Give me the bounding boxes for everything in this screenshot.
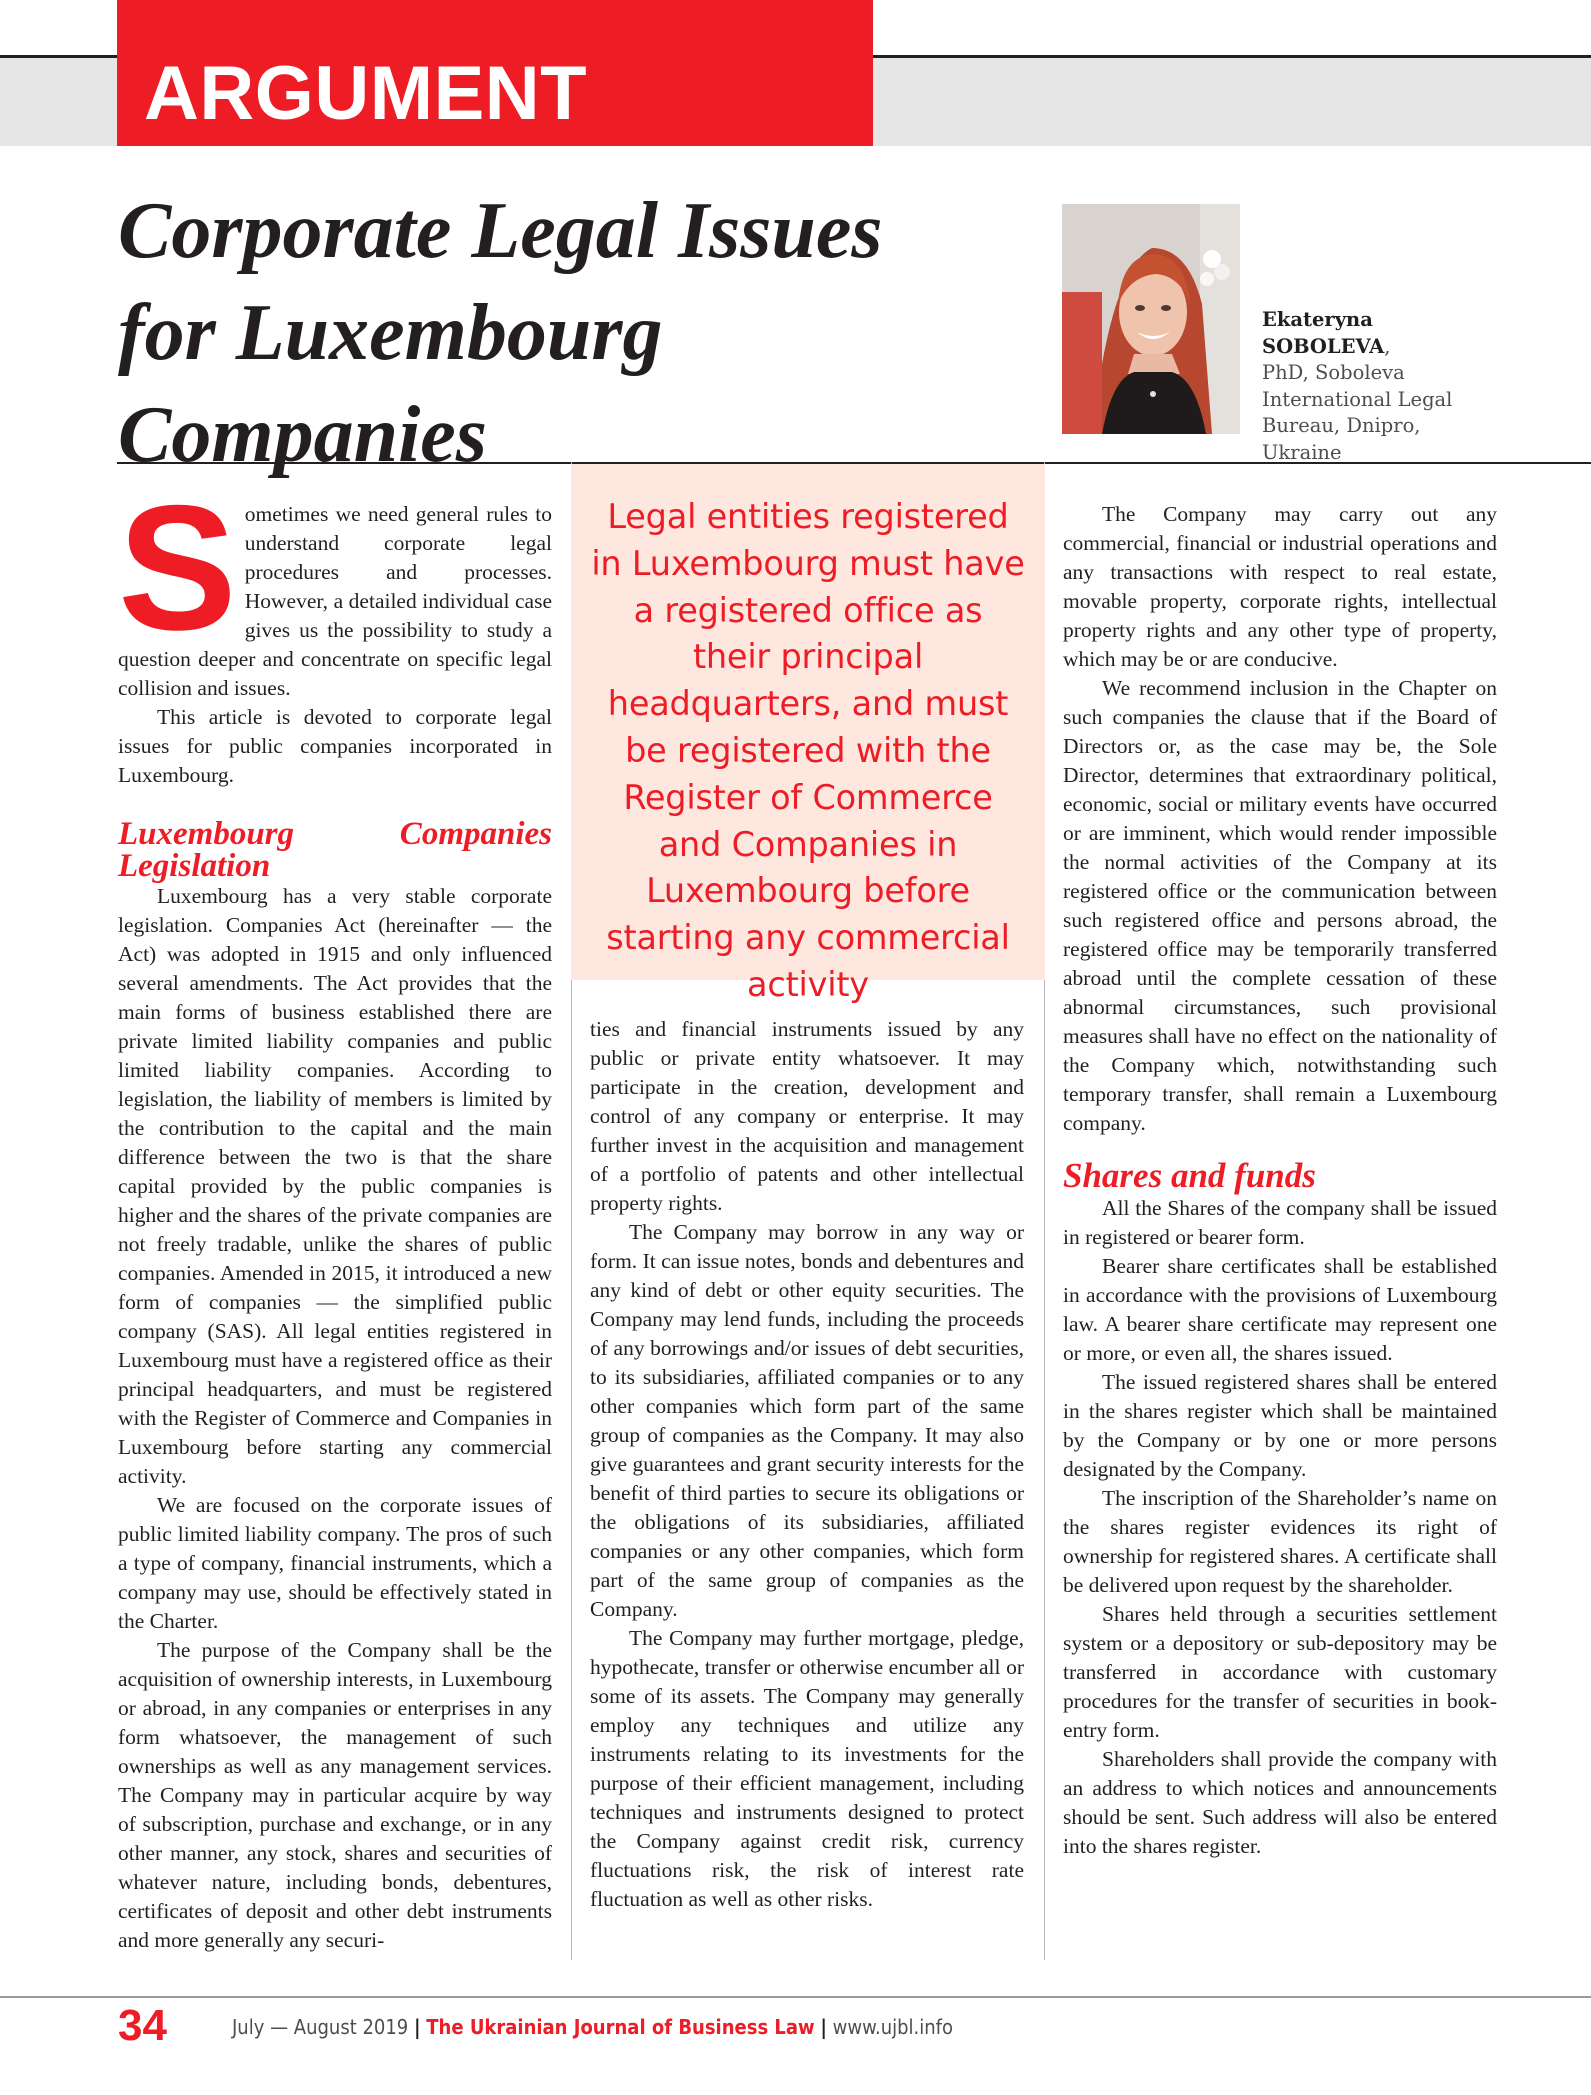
page-number: 34 (118, 2001, 167, 2050)
author-byline (1262, 307, 1492, 466)
footer-credit (232, 2014, 953, 2040)
title-line-2: for Luxembourg (118, 289, 663, 377)
section-heading-shares: Shares and funds (1063, 1156, 1316, 1195)
author-photo (1062, 204, 1240, 434)
paragraph: The Company may further mortgage, pledge, hypothecate, transfer or otherwise encumber all or some of its assets. The Company may generally employ any techniques and utilize any instruments relating to its investments for the purpose of their efficient management, including techniques and instruments designed to protect the Company against credit risk, currency fluctuations risk, the risk of interest rate fluctuation as well as other risks. (590, 1626, 1024, 1911)
article-column-1 (118, 468, 552, 1955)
intro-text: ometimes we need general rules to understand corporate legal procedures and processes. However, a detailed individual case gives us the possibility to study a question deeper and concentrate on specific legal collision and issues. (118, 502, 552, 700)
author-portrait-illustration (1062, 204, 1240, 434)
section-heading-legislation: Luxembourg Companies Legislation (118, 816, 552, 884)
section-label: ARGUMENT (144, 51, 588, 136)
paragraph: Luxembourg has a very stable corporate legislation. Companies Act (hereinafter — the Act) was adopted in 1915 and only influenced several amendments. The Act provides that the main forms of business established there are private limited liability companies and public limited liability companies. According to legislation, the liability of members is limited by the contribution to the capital and the main difference between the two is that the share capital provided by the public companies is higher and the shares of the private companies are not freely tradable, unlike the shares of public companies. Amended in 2015, it introduced a new form of companies — the simplified public company (SAS). All legal entities registered in Luxembourg must have a registered office as their principal headquarters, and must be registered with the Register of Commerce and Companies in Luxembourg before starting any commercial activity. (118, 884, 552, 1488)
article-column-3 (1063, 500, 1497, 1861)
pull-quote: Legal entities registered in Luxembourg must have a registered office as their principal headquarters, and must be registered with the Register of Commerce and Companies in Luxembourg before starting any commercial activity (571, 464, 1045, 980)
paragraph: The Company may borrow in any way or form. It can issue notes, bonds and debentures and any kind of debt or other equity securities. The Company may lend funds, including the proceeds of any borrowings and/or issues of debt securities, to its subsidiaries, affiliated companies or to any other companies which form part of the same group of companies as the Company. It may also give guarantees and grant security interests for the benefit of third parties to secure its obligations or the obligations of its subsidiaries, affiliated companies or any other companies, which form part of the same group of companies as the Company. (590, 1220, 1024, 1621)
paragraph: Shareholders shall provide the company with an address to which notices and announcements should be sent. Such address will also be entered into the shares register. (1063, 1747, 1497, 1858)
article-title (118, 180, 1018, 486)
drop-cap: S (118, 468, 237, 667)
paragraph: ties and financial instruments issued by any public or private entity whatsoever. It may participate in the creation, development and control of any company or enterprise. It may further invest in the acquisition and management of a portfolio of patents and other intellectual property rights. (590, 1017, 1024, 1215)
footer-separator: | (413, 2015, 421, 2039)
author-name-comma: , (1384, 334, 1391, 358)
author-credentials: PhD, Soboleva International Legal Bureau, Dnipro, Ukraine (1262, 361, 1453, 464)
paragraph: The purpose of the Company shall be the acquisition of ownership interests, in Luxembourg or abroad, in any companies or enterprises in any form whatsoever, the management of such ownerships as well as any management services. The Company may in particular acquire by way of subscription, purchase and exchange, or in any other manner, any stock, shares and securities of whatever nature, including bonds, debentures, certificates of deposit and other debt instruments and more generally any securi- (118, 1638, 552, 1952)
website-link[interactable]: www.ujbl.info (832, 2015, 953, 2039)
paragraph: The issued registered shares shall be entered in the shares register which shall be maintained by the Company or by one or more persons designated by the Company. (1063, 1370, 1497, 1481)
title-line-1: Corporate Legal Issues (118, 187, 883, 275)
section-tab (117, 0, 873, 146)
issue-date: July — August 2019 (232, 2015, 409, 2039)
article-column-2 (590, 1015, 1024, 1914)
paragraph: The inscription of the Shareholder’s name on the shares register evidences its right of ownership for registered shares. A certificate shall be delivered upon request by the shareholder. (1063, 1486, 1497, 1597)
paragraph: We are focused on the corporate issues of public limited liability company. The pros of such a type of company, financial instruments, which a company may use, should be effectively stated in the Charter. (118, 1493, 552, 1633)
paragraph: Bearer share certificates shall be established in accordance with the provisions of Luxembourg law. A bearer share certificate may represent one or more, or even all, the shares issued. (1063, 1254, 1497, 1365)
intro-paragraph (118, 468, 552, 703)
journal-name: The Ukrainian Journal of Business Law (426, 2015, 815, 2039)
author-name: Ekateryna SOBOLEVA (1262, 308, 1385, 358)
footer-separator: | (820, 2015, 827, 2039)
paragraph: The Company may carry out any commercial, financial or industrial operations and any transactions with respect to real estate, movable property, corporate rights, intellectual property rights and any other type of property, which may be or are conducive. (1063, 502, 1497, 671)
title-line-3: Companies (118, 391, 487, 479)
footer-divider (0, 1996, 1591, 1998)
paragraph: Shares held through a securities settlement system or a depository or sub-depository may be transferred in accordance with customary procedures for the transfer of securities in book-entry form. (1063, 1602, 1497, 1742)
paragraph: All the Shares of the company shall be issued in registered or bearer form. (1063, 1196, 1497, 1249)
paragraph: We recommend inclusion in the Chapter on such companies the clause that if the Board of Directors or, as the case may be, the Sole Director, determines that extraordinary political, economic, social or military events have occurred or are imminent, which would render impossible the normal activities of the Company at its registered office or the communication between such registered office and persons abroad, the registered office may be temporarily transferred abroad until the complete cessation of these abnormal circumstances, such provisional measures shall have no effect on the nationality of the Company which, notwithstanding such temporary transfer, shall remain a Luxembourg company. (1063, 676, 1497, 1135)
paragraph: This article is devoted to corporate legal issues for public companies incorporated in Luxembourg. (118, 705, 552, 787)
